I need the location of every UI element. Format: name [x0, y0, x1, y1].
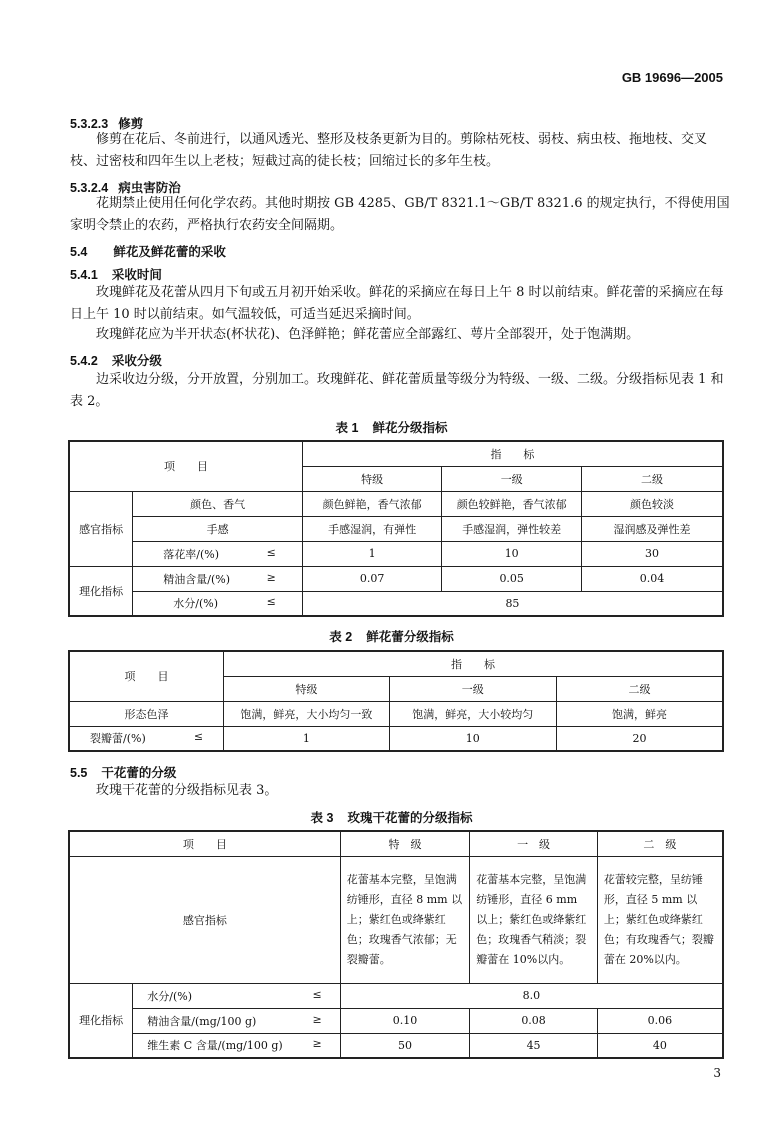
heading-5-4: [70, 242, 226, 260]
grade-header: 特级: [302, 466, 442, 491]
standard-code: GB 19696—2005: [621, 70, 723, 85]
grade-header: 二 级: [597, 831, 723, 856]
table3-caption: [0, 808, 783, 826]
row-name: 维生素 C 含量/(mg/100 g) ≥: [133, 1033, 340, 1058]
heading-5-5: [70, 763, 176, 781]
table2-fresh-bud-grades: [68, 650, 724, 752]
section-number: 5.4.2: [70, 354, 98, 368]
table1-caption: [0, 418, 783, 436]
heading-5-4-1: [70, 265, 162, 283]
row-name: 水分/(%) ≤: [133, 591, 303, 616]
grade-header: 一级: [389, 676, 556, 701]
table-cell: 颜色较淡: [581, 491, 723, 516]
table-cell: 1: [224, 726, 389, 751]
table-cell: 20: [557, 726, 723, 751]
row-name: 裂瓣蕾/(%) ≤: [69, 726, 224, 751]
paragraph-harvest-time: 玫瑰鲜花及花蕾从四月下旬或五月初开始采收。鲜花的采摘应在每日上午 8 时以前结束。鲜花蕾的采摘应在每日上午 10 时以前结束。如气温较低，可适当延迟采摘时间。: [70, 285, 724, 322]
table-cell: 50: [340, 1033, 470, 1058]
table-title: 鲜花分级指标: [372, 421, 448, 435]
grade-header: 一级: [442, 466, 582, 491]
table-cell: 40: [597, 1033, 723, 1058]
index-header: 指 标: [302, 441, 723, 466]
section-number: 5.4: [70, 245, 88, 259]
table-number: 表 2: [329, 630, 353, 644]
row-name: 落花率/(%) ≤: [133, 541, 303, 566]
row-name: 精油含量/(mg/100 g) ≥: [133, 1008, 340, 1033]
section-number: 5.4.1: [70, 268, 98, 282]
section-title: 鲜花及鲜花蕾的采收: [113, 245, 226, 259]
table2-caption: [0, 627, 783, 645]
section-title: 采收时间: [111, 268, 162, 282]
section-number: 5.3.2.3: [70, 117, 109, 131]
row-name: 水分/(%) ≤: [133, 983, 340, 1008]
table-cell: 1: [302, 541, 442, 566]
table-cell-merged: 85: [302, 591, 723, 616]
section-number: 5.3.2.4: [70, 181, 109, 195]
table-number: 表 3: [310, 811, 334, 825]
table-cell: 0.06: [597, 1008, 723, 1033]
section-title: 病虫害防治: [118, 181, 181, 195]
page-number: 3: [713, 1066, 721, 1080]
table-cell: 45: [470, 1033, 598, 1058]
paragraph-grading: 边采收边分级，分开放置，分别加工。玫瑰鲜花、鲜花蕾质量等级分为特级、一级、二级。分级指标见表 1 和表 2。: [70, 372, 724, 409]
section-number: 5.5: [70, 766, 88, 780]
index-header: 指 标: [224, 651, 723, 676]
row-name: 颜色、香气: [133, 491, 303, 516]
sensory-label: 感官指标: [69, 856, 340, 983]
table-cell: 0.10: [340, 1008, 470, 1033]
grade-header: 特级: [224, 676, 389, 701]
table3-dry-bud-grades: [68, 830, 724, 1059]
row-name: 形态色泽: [69, 701, 224, 726]
table-cell: 饱满，鲜亮，大小均匀一致: [224, 701, 389, 726]
table-cell: 饱满，鲜亮，大小较均匀: [389, 701, 556, 726]
table-cell: 颜色鲜艳，香气浓郁: [302, 491, 442, 516]
grade-header: 特 级: [340, 831, 470, 856]
table-title: 鲜花蕾分级指标: [366, 630, 454, 644]
table-cell: 手感湿润，弹性较差: [442, 516, 582, 541]
grade-header: 二级: [557, 676, 723, 701]
item-header: 项 目: [69, 441, 302, 491]
group-label: 理化指标: [69, 566, 133, 616]
table-title: 玫瑰干花蕾的分级指标: [347, 811, 473, 825]
group-label: 感官指标: [69, 491, 133, 566]
group-label: 理化指标: [69, 983, 133, 1058]
sensory-cell: 花蕾基本完整，呈饱满纺锤形，直径 8 mm 以上；紫红色或绛紫红色；玫瑰香气浓郁；无裂瓣蕾。: [340, 856, 470, 983]
heading-5-4-2: [70, 351, 162, 369]
table-cell: 0.07: [302, 566, 442, 591]
paragraph-dry-bud: 玫瑰干花蕾的分级指标见表 3。: [96, 783, 278, 798]
row-name: 手感: [133, 516, 303, 541]
item-header: 项 目: [69, 831, 340, 856]
table-cell: 0.08: [470, 1008, 598, 1033]
table1-fresh-flower-grades: [68, 440, 724, 617]
grade-header: 一 级: [470, 831, 598, 856]
table-cell: 10: [389, 726, 556, 751]
paragraph-pest-control: 花期禁止使用任何化学农药。其他时期按 GB 4285、GB/T 8321.1～GB/T 8321.6 的规定执行，不得使用国家明令禁止的农药，严格执行农药安全间隔期。: [70, 196, 730, 233]
table-cell: 0.05: [442, 566, 582, 591]
grade-header: 二级: [581, 466, 723, 491]
section-title: 采收分级: [111, 354, 162, 368]
paragraph-harvest-state: 玫瑰鲜花应为半开状态(杯状花)、色泽鲜艳；鲜花蕾应全部露红、萼片全部裂开，处于饱满期。: [96, 327, 640, 342]
table-cell-merged: 8.0: [340, 983, 723, 1008]
item-header: 项 目: [69, 651, 224, 701]
table-cell: 0.04: [581, 566, 723, 591]
sensory-cell: 花蕾较完整，呈纺锤形，直径 5 mm 以上；紫红色或绛紫红色；有玫瑰香气；裂瓣蕾在 20%以内。: [597, 856, 723, 983]
row-name: 精油含量/(%) ≥: [133, 566, 303, 591]
table-cell: 10: [442, 541, 582, 566]
table-number: 表 1: [335, 421, 359, 435]
table-cell: 湿润感及弹性差: [581, 516, 723, 541]
sensory-cell: 花蕾基本完整，呈饱满纺锤形，直径 6 mm 以上；紫红色或绛紫红色；玫瑰香气稍淡；裂瓣蕾在 10%以内。: [470, 856, 598, 983]
table-cell: 30: [581, 541, 723, 566]
paragraph-pruning: 修剪在花后、冬前进行，以通风透光、整形及枝条更新为目的。剪除枯死枝、弱枝、病虫枝、拖地枝、交叉枝、过密枝和四年生以上老枝；短截过高的徒长枝；回缩过长的多年生枝。: [70, 132, 708, 169]
section-title: 干花蕾的分级: [101, 766, 177, 780]
table-cell: 颜色较鲜艳，香气浓郁: [442, 491, 582, 516]
table-cell: 手感湿润，有弹性: [302, 516, 442, 541]
section-title: 修剪: [118, 117, 144, 131]
table-cell: 饱满，鲜亮: [557, 701, 723, 726]
